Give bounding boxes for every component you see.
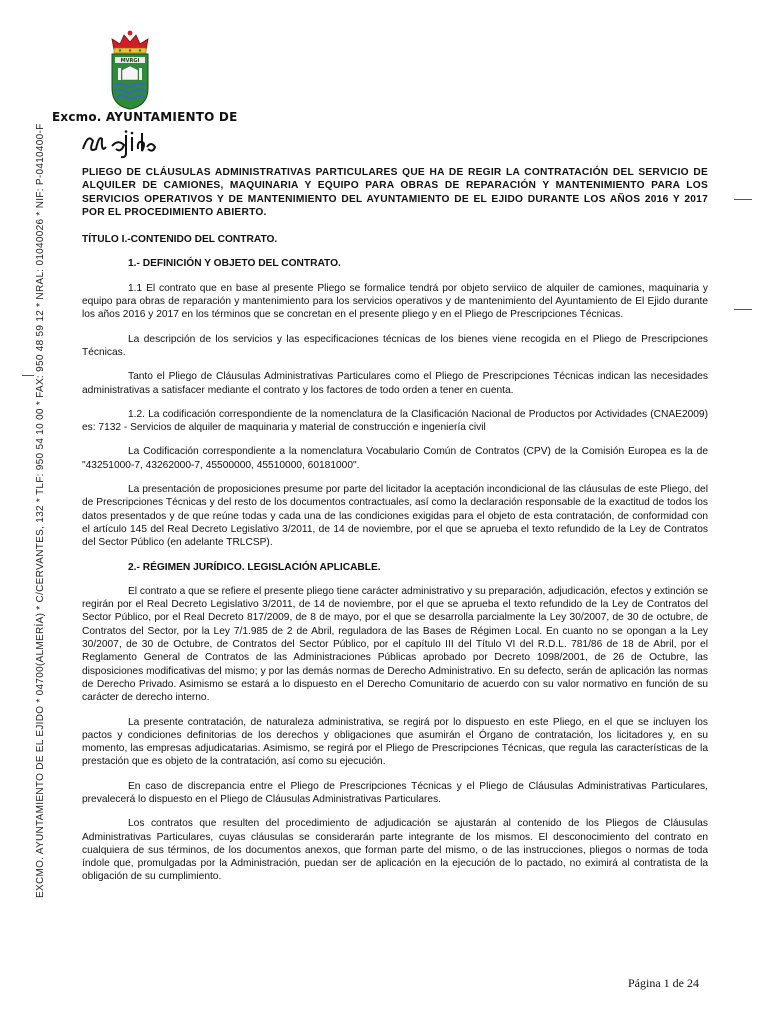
margin-mark (734, 199, 752, 200)
organization-name: Excmo. AYUNTAMIENTO DE (52, 110, 238, 124)
paragraph: La Codificación correspondiente a la nomenclatura Vocabulario Común de Contratos (CPV) de la Comisión Europea es la de "43251000-7, 43262000-7, 45500000, 45510000, 60181000". (82, 446, 708, 471)
paragraph: 1.1 El contrato que en base al presente Pliego se formalice tendrá por objeto serviico de alquiler de camiones, maquinaria y equipo para obras de reparación y mantenimiento para los servicios operativos y de mantenimiento del Ayuntamiento de El Ejido durante los años 2016 y 2017 en los términos que se concretan en el presente pliego y en el Pliego de Prescripciones Técnicas. (82, 282, 708, 321)
section-heading: 1.- DEFINICIÓN Y OBJETO DEL CONTRATO. (128, 258, 341, 270)
paragraph: 1.2. La codificación correspondiente de la nomenclatura de la Clasificación Nacional de Productos por Actividades (CNAE2009) es: 7132 - Servicios de alquiler de maquinaria y material de construcción e ingeniería civil (82, 408, 708, 434)
margin-mark (734, 309, 752, 310)
page-number: Página 1 de 24 (628, 976, 699, 990)
side-divider (22, 375, 34, 376)
paragraph: En caso de discrepancia entre el Pliego de Prescripciones Técnicas y el Pliego de Cláusulas Administrativas Particulares, prevalecerá lo dispuesto en el Pliego de Cláusulas Administrativas Particulares. (82, 780, 708, 805)
paragraph: Los contratos que resulten del procedimiento de adjudicación se ajustarán al contenido de los Pliegos de Cláusulas Administrativas Particulares, cuyas cláusulas se considerarán parte integrante de los mismos. El desconocimiento del contrato en cualquiera de sus términos, de los documentos anexos, que forman parte del mismo, o de las instrucciones, pliegos o normas de toda índole que, promulgadas por la Administración, puedan ser de aplicación en la ejecución de lo pactado, no eximirá al contratista de la obligación de su cumplimiento. (82, 818, 708, 883)
side-address-text: EXCMO. AYUNTAMIENTO DE EL EJIDO * 04700(ALMERÍA) * C/CERVANTES, 132 * TLF: 950 54 10 00 * FAX: 950 48 59 12 * NRAL: 01040026 * NIF: P-0410400-F (35, 123, 46, 898)
crown-icon (112, 31, 148, 53)
el-ejido-logo (80, 129, 162, 159)
crest-banner: MVRGI (120, 58, 140, 64)
document-title: PLIEGO DE CLÁUSULAS ADMINISTRATIVAS PARTICULARES QUE HA DE REGIR LA CONTRATACIÓN DEL SERVICIO DE ALQUILER DE CAMIONES, MAQUINARIA Y EQUIPO PARA OBRAS DE REPARACIÓN Y MANTENIMIENTO PARA LOS SERVICIOS OPERATIVOS Y DE MANTENIMIENTO DEL AYUNTAMIENTO DE EL EJIDO DURANTE LOS AÑOS 2016 Y 2017 POR EL PROCEDIMIENTO ABIERTO. (82, 167, 708, 218)
section-title: TÍTULO I.-CONTENIDO DEL CONTRATO. (82, 234, 278, 246)
section-heading: 2.- RÉGIMEN JURÍDICO. LEGISLACIÓN APLICABLE. (128, 561, 381, 573)
paragraph: Tanto el Pliego de Cláusulas Administrativas Particulares como el Pliego de Prescripciones Técnicas indican las necesidades administrativas a satisfacer mediante el contrato y los factores de todo orden a tener en cuenta. (82, 371, 708, 396)
paragraph: El contrato a que se refiere el presente pliego tiene carácter administrativo y su preparación, adjudicación, efectos y extinción se regirán por el Real Decreto Legislativo 3/2011, de 14 de noviembre, por el que se aprueba el texto refundido de la Ley de Contratos del Sector Público, por el Real Decreto 817/2009, de 8 de mayo, por el que se desarrolla parcialmente la Ley 30/2007, de 30 de octubre, de Contratos del Sector, por la Ley 7/1.985 de 2 de Abril, reguladora de las Bases de Régimen Local. En cuanto no se opongan a la Ley 30/2007, de 30 de Octubre, de Contratos del Sector Público, por el capítulo III del Título VI del R.D.L. 781/86 de 18 de Abril, por el Reglamento General de Contratos de las Administraciones Públicas aprobado por Decreto 1098/2001, de 26 de Octubre, las disposiciones modificativas del mismo; y por las demás normas de Derecho Administrativo. En su defecto, serán de aplicación las normas de Derecho Privado. Asimismo se estará a lo dispuesto en el Derecho Comunitario de acuerdo con su valor normativo en función de su carácter de derecho interno. (82, 585, 708, 704)
paragraph: La presentación de proposiciones presume por parte del licitador la aceptación incondicional de las cláusulas de este Pliego, del de Prescripciones Técnicas y del resto de los documentos contractuales, así como la declaración responsable de la exactitud de todos los datos presentados y de que reúne todas y cada una de las condiciones exigidas para el objeto de esta contratación, de conformidad con el artículo 145 del Real Decreto Legislativo 3/2011, de 14 de noviembre, por el que se aprueba el texto refundido de la Ley de Contratos del Sector Público (en adelante TRLCSP). (82, 484, 708, 549)
paragraph: La descripción de los servicios y las especificaciones técnicas de los bienes viene recogida en el Pliego de Prescripciones Técnicas. (82, 333, 708, 358)
document-body (82, 166, 708, 884)
coat-of-arms-icon (108, 30, 152, 110)
paragraph: La presente contratación, de naturaleza administrativa, se regirá por lo dispuesto en este Pliego, en el que se incluyen los pactos y condiciones definitorias de los derechos y obligaciones que asumirán el Órgano de contratación, los licitadores y, en su momento, las empresas adjudicatarias. Asimismo, se regirá por el Pliego de Prescripciones Técnicas, que regula las características de la prestación que es objeto de la contratación, así como su ejecución. (82, 716, 708, 768)
